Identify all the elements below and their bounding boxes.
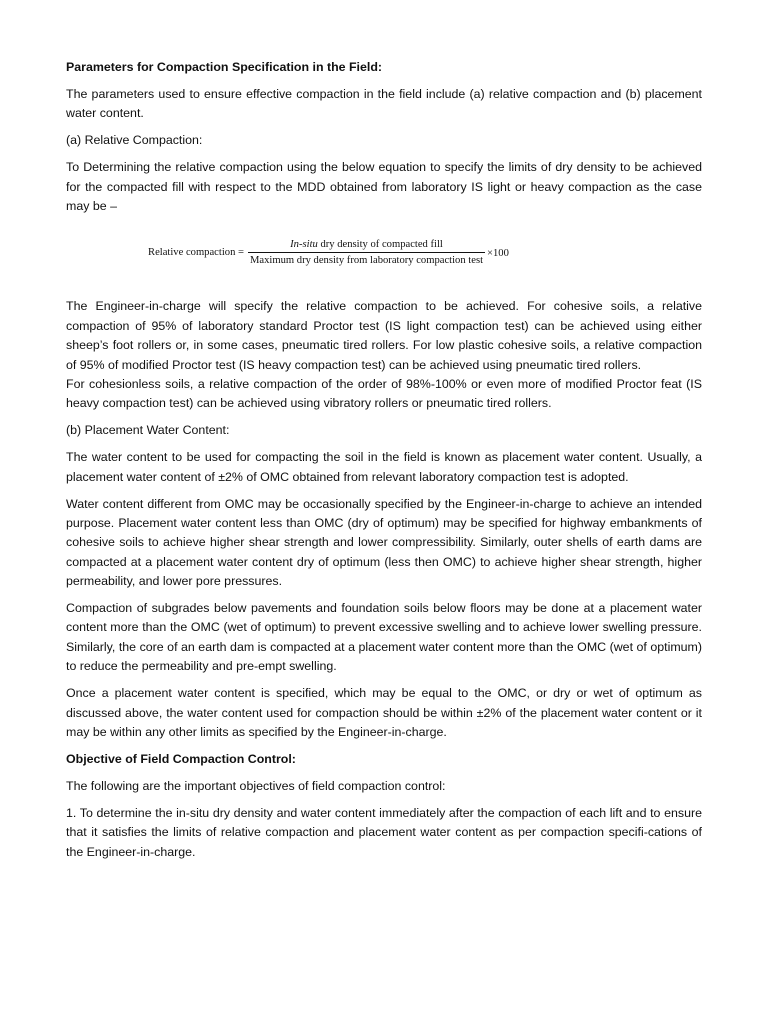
section-b-paragraph-2: Water content different from OMC may be occasionally specified by the Engineer-in-charge to achieve an intended purpose. Placement water content less than OMC (dry of optimum) may be specified for highway embankments of cohesive soils to achieve higher shear strength and lower compressibility. Similarly, outer shells of earth dams are compacted at a placement water content dry of optimum (less then OMC) to achieve higher shear strength, higher permeability, and lower pore pressures. xyxy=(66,496,702,589)
formula-numerator-italic: In-situ xyxy=(290,239,318,251)
section-b-paragraph-1: The water content to be used for compacting the soil in the field is known as placement water content. Usually, a placement water content of ±2% of OMC obtained from relevant laboratory compaction test is adopted. xyxy=(66,450,702,484)
section-b-heading: (b) Placement Water Content: xyxy=(66,423,230,438)
formula-denominator: Maximum dry density from laboratory compaction test xyxy=(248,252,485,267)
objective-intro: The following are the important objectives of field compaction control: xyxy=(66,778,446,793)
objective-item-1: 1. To determine the in-situ dry density and water content immediately after the compaction of each lift and to ensure that it satisfies the limits of relative compaction and placement water content as per compaction specifi-cations of the Engineer-in-charge. xyxy=(66,805,702,859)
document-page xyxy=(66,58,702,869)
objective-heading: Objective of Field Compaction Control: xyxy=(66,751,296,766)
relative-compaction-formula xyxy=(148,238,702,267)
section-a-paragraph-3: For cohesionless soils, a relative compaction of the order of 98%-100% or even more of modified Proctor feat (IS heavy compaction test) can be achieved using vibratory rollers or pneumatic tired rollers. xyxy=(66,376,702,411)
formula-fraction xyxy=(248,238,485,267)
section-b-paragraph-4: Once a placement water content is specified, which may be equal to the OMC, or dry or wet of optimum as discussed above, the water content used for compaction should be within ±2% of the placement water content or it may be within any other limits as specified by the Engineer-in-charge. xyxy=(66,686,702,739)
document-title: Parameters for Compaction Specification in the Field: xyxy=(66,60,383,74)
section-a-paragraph-2: The Engineer-in-charge will specify the relative compaction to be achieved. For cohesive soils, a relative compaction of 95% of laboratory standard Proctor test (IS light compaction test) can be achieved using either sheep’s foot rollers or, in some cases, pneumatic tired rollers. For low plastic cohesive soils, a relative compaction of 95% of modified Proctor test (IS heavy compaction test) can be achieved using pneumatic tired rollers. xyxy=(66,299,702,372)
formula-numerator xyxy=(286,238,447,252)
formula-multiplier: ×100 xyxy=(487,248,509,260)
formula-lhs: Relative compaction = xyxy=(148,247,244,259)
section-a-heading: (a) Relative Compaction: xyxy=(66,133,203,148)
section-b-paragraph-3: Compaction of subgrades below pavements and foundation soils below floors may be done at a placement water content more than the OMC (wet of optimum) to prevent excessive swelling and to achieve lower swelling pressure. Similarly, the core of an earth dam is compacted at a placement water content more than the OMC (wet of optimum) to reduce the permeability and pre-empt swelling. xyxy=(66,601,702,674)
intro-paragraph: The parameters used to ensure effective compaction in the field include (a) relative compaction and (b) placement water content. xyxy=(66,86,702,121)
formula-numerator-rest: dry density of compacted fill xyxy=(317,239,443,251)
section-a-paragraph-1: To Determining the relative compaction using the below equation to specify the limits of dry density to be achieved for the compacted fill with respect to the MDD obtained from laboratory IS light or heavy compaction as the case may be – xyxy=(66,160,702,213)
